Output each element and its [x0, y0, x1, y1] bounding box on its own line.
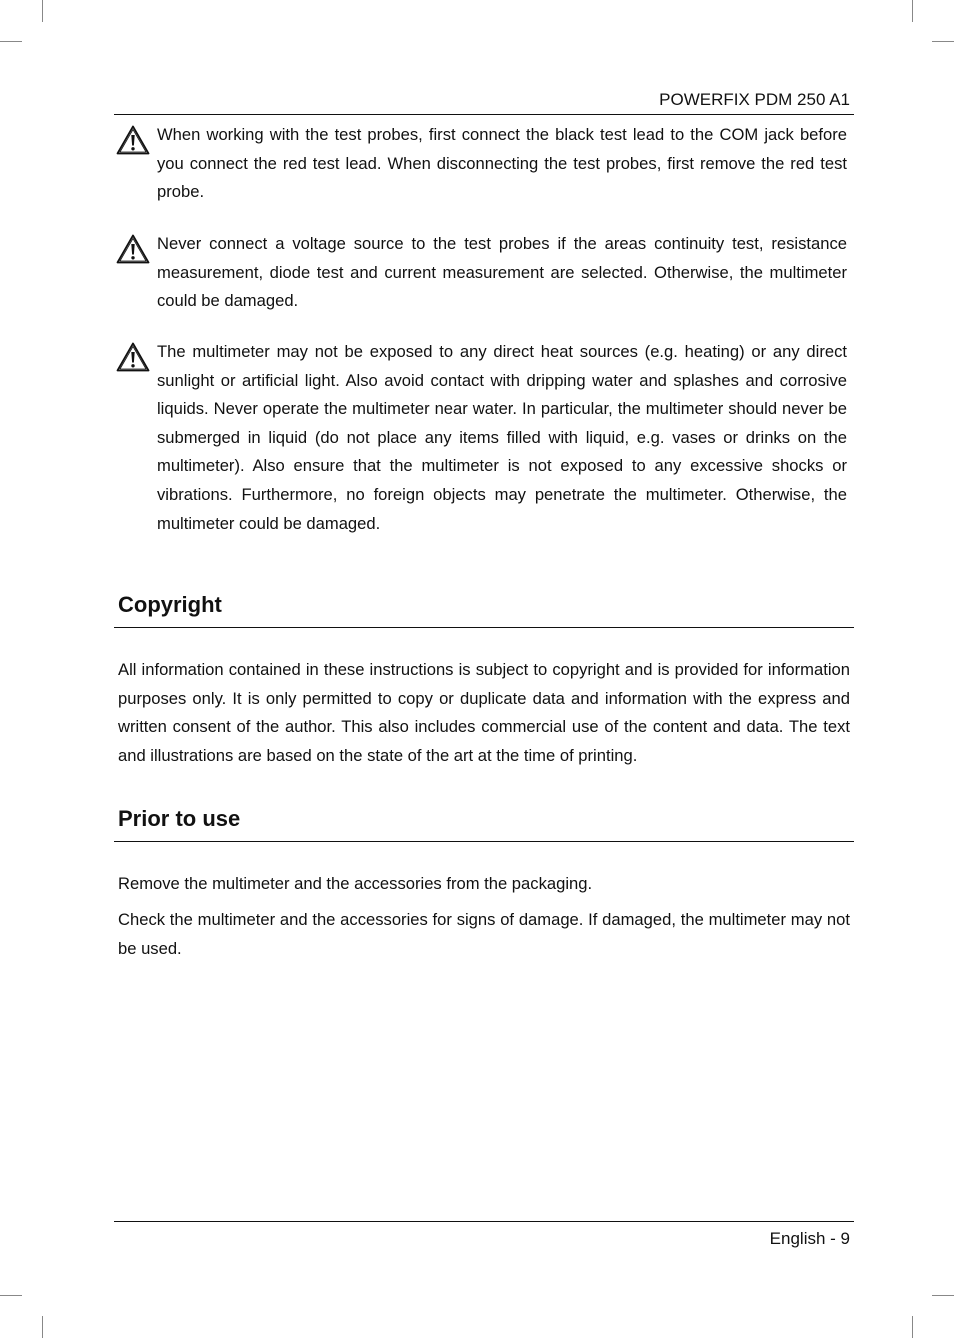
warning-block: [116, 338, 847, 538]
crop-mark: [42, 1316, 43, 1338]
warning-block: [116, 121, 847, 207]
prior-to-use-paragraph: Check the multimeter and the accessories for signs of damage. If damaged, the multimeter may not be used.: [118, 910, 850, 958]
prior-to-use-paragraph: Remove the multimeter and the accessories from the packaging.: [118, 874, 593, 893]
crop-mark: [912, 0, 913, 22]
crop-mark: [932, 41, 954, 42]
crop-mark: [42, 0, 43, 22]
crop-mark: [912, 1316, 913, 1338]
section-rule: [114, 627, 854, 628]
running-header: POWERFIX PDM 250 A1: [659, 90, 850, 109]
warning-triangle-icon: [116, 234, 150, 264]
crop-mark: [932, 1295, 954, 1296]
crop-mark: [0, 1295, 22, 1296]
warning-triangle-icon: [116, 125, 150, 155]
warning-triangle-icon: [116, 342, 150, 372]
warning-text: When working with the test probes, first connect the black test lead to the COM jack before you connect the red test lead. When disconnecting the test probes, first remove the red test probe.: [157, 125, 847, 202]
warning-text: The multimeter may not be exposed to any direct heat sources (e.g. heating) or any direct sunlight or artificial light. Also avoid contact with dripping water and splashes and corrosive liquids. Never operate the multimeter near water. In particular, the multimeter should never be submerged in liquid (do not place any items filled with liquid, e.g. vases or drinks on the multimeter). Also ensure that the multimeter is not exposed to any excessive shocks or vibrations. Furthermore, no foreign objects may penetrate the multimeter. Otherwise, the multimeter could be damaged.: [157, 342, 847, 533]
crop-mark: [0, 41, 22, 42]
warning-text: Never connect a voltage source to the test probes if the areas continuity test, resistance measurement, diode test and current measurement are selected. Otherwise, the multimeter could be damaged.: [157, 234, 847, 311]
copyright-paragraph: All information contained in these instructions is subject to copyright and is provided for information purposes only. It is only permitted to copy or duplicate data and information with the express and written consent of the author. This also includes commercial use of the content and data. The text and illustrations are based on the state of the art at the time of printing.: [118, 660, 850, 765]
footer-rule: [114, 1221, 854, 1222]
warning-block: [116, 230, 847, 316]
section-title-copyright: Copyright: [118, 592, 222, 617]
header-rule: [114, 114, 854, 115]
page-number: English - 9: [769, 1229, 850, 1248]
section-title-prior-to-use: Prior to use: [118, 806, 241, 831]
section-rule: [114, 841, 854, 842]
